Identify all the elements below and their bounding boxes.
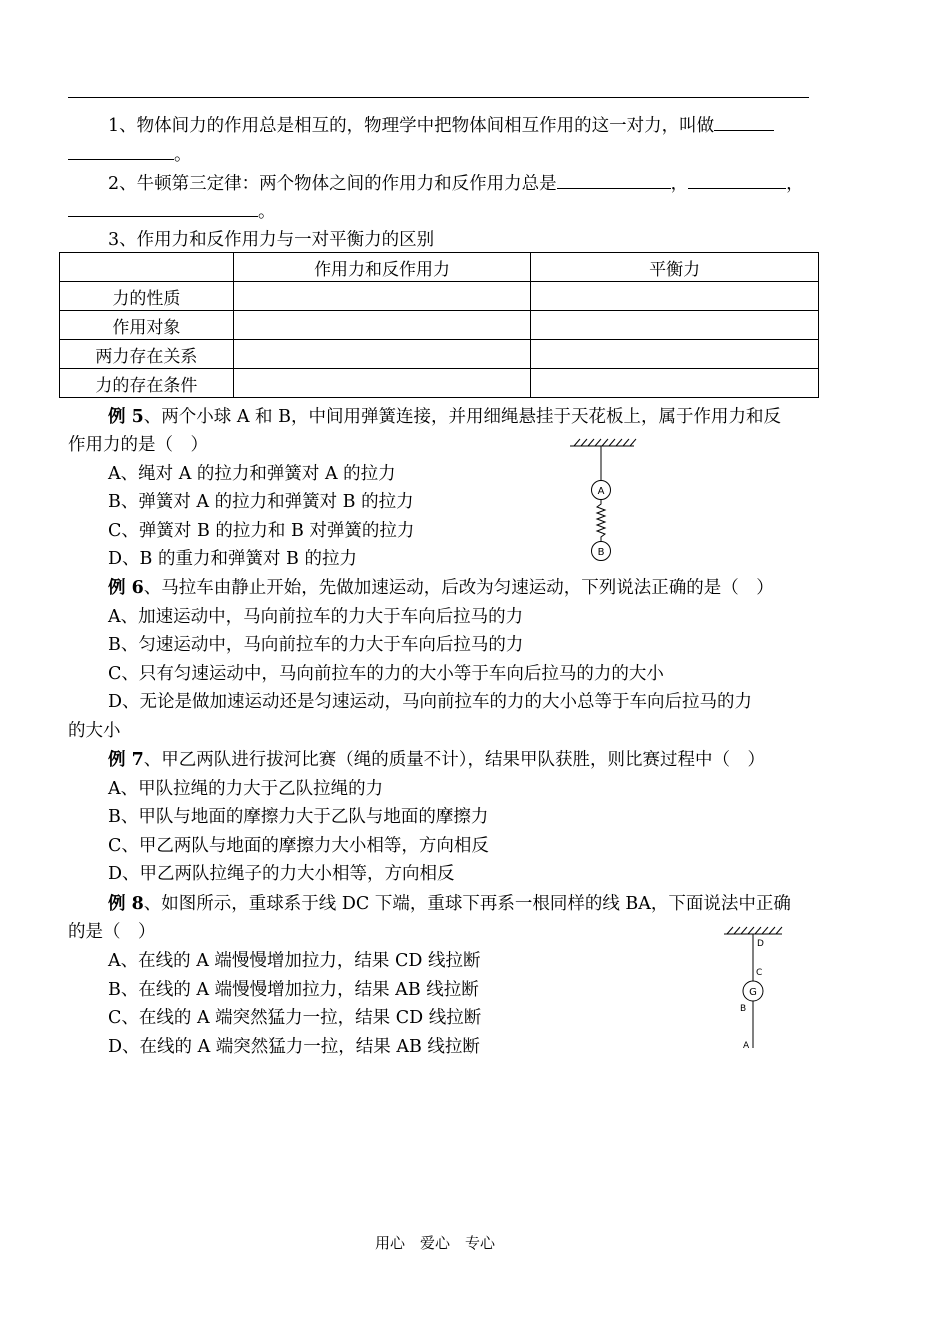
ex5-label: 例 5	[108, 407, 144, 427]
row-label: 力的性质	[60, 282, 234, 311]
ex6-option-d[interactable]: D、无论是做加速运动还是匀速运动，马向前拉车的力的大小总等于车向后拉马的力	[108, 692, 753, 712]
spring-balls-diagram	[566, 436, 646, 566]
table-row	[60, 311, 819, 340]
ex7-stem-line1: 例 7、甲乙两队进行拔河比赛（绳的质量不计），结果甲队获胜，则比赛过程中（ ）	[108, 750, 766, 770]
answer-cell[interactable]	[531, 340, 819, 369]
ex5-option-a[interactable]: A、绳对 A 的拉力和弹簧对 A 的拉力	[108, 464, 396, 484]
answer-cell[interactable]	[233, 369, 531, 398]
table-header-row	[60, 253, 819, 282]
answer-cell[interactable]	[233, 340, 531, 369]
ex6-label: 例 6	[108, 578, 144, 598]
table-row	[60, 282, 819, 311]
q1-blank-2	[68, 141, 174, 160]
row-label: 作用对象	[60, 311, 234, 340]
ex8-option-d[interactable]: D、在线的 A 端突然猛力一拉，结果 AB 线拉断	[108, 1037, 480, 1057]
ex8-option-a[interactable]: A、在线的 A 端慢慢增加拉力，结果 CD 线拉断	[108, 951, 481, 971]
spring	[597, 500, 605, 542]
ex7-option-c[interactable]: C、甲乙两队与地面的摩擦力大小相等，方向相反	[108, 836, 489, 856]
ex5-option-c[interactable]: C、弹簧对 B 的拉力和 B 对弹簧的拉力	[108, 521, 415, 541]
q2-blank-1	[557, 170, 671, 189]
ex8-label: 例 8	[108, 894, 144, 914]
table-row	[60, 340, 819, 369]
comparison-table	[59, 252, 819, 398]
point-b-label: B	[740, 1004, 747, 1014]
ex8-option-b[interactable]: B、在线的 A 端慢慢增加拉力，结果 AB 线拉断	[108, 980, 479, 1000]
ex8-stem-line1: 例 8、如图所示，重球系于线 DC 下端，重球下再系一根同样的线 BA，下面说法中正确	[108, 894, 791, 914]
q2-blank-3	[68, 198, 258, 217]
answer-cell[interactable]	[531, 282, 819, 311]
ex6-option-b[interactable]: B、匀速运动中，马向前拉车的力大于车向后拉马的力	[108, 635, 524, 655]
answer-cell[interactable]	[531, 369, 819, 398]
answer-cell[interactable]	[531, 311, 819, 340]
point-a-label: A	[743, 1041, 750, 1051]
page-footer: 用心 爱心 专心	[374, 1234, 495, 1252]
answer-cell[interactable]	[233, 311, 531, 340]
table-header-cell	[60, 253, 234, 282]
q2-blank-2	[688, 170, 786, 189]
ex5-option-d[interactable]: D、B 的重力和弹簧对 B 的拉力	[108, 549, 357, 569]
ceiling-hatch	[570, 439, 636, 446]
ball-a-label: A	[597, 486, 605, 497]
q3-title: 3、作用力和反作用力与一对平衡力的区别	[108, 230, 435, 250]
row-label: 两力存在关系	[60, 340, 234, 369]
top-rule	[68, 97, 809, 98]
hanging-ball-diagram	[720, 924, 790, 1052]
ex6-option-c[interactable]: C、只有匀速运动中，马向前拉车的力的大小等于车向后拉马的力的大小	[108, 664, 664, 684]
q2-line2: 。	[68, 198, 828, 226]
ceiling-hatch	[724, 927, 782, 934]
ball-b-label: B	[597, 547, 605, 558]
q2-line1: 2、牛顿第三定律：两个物体之间的作用力和反作用力总是 ， ，	[108, 170, 868, 198]
table-header-cell: 作用力和反作用力	[233, 253, 531, 282]
ex8-stem-line2: 的是（ ）	[68, 922, 156, 942]
ex5-stem-line2: 作用力的是（ ）	[68, 435, 208, 455]
row-label: 力的存在条件	[60, 369, 234, 398]
ex6-option-a[interactable]: A、加速运动中，马向前拉车的力大于车向后拉马的力	[108, 607, 524, 627]
q1-line1: 1、物体间力的作用总是相互的，物理学中把物体间相互作用的这一对力，叫做	[108, 112, 868, 140]
ex5-option-b[interactable]: B、弹簧对 A 的拉力和弹簧对 B 的拉力	[108, 492, 414, 512]
q1-blank-1	[714, 112, 774, 131]
answer-cell[interactable]	[233, 282, 531, 311]
ex7-label: 例 7	[108, 750, 144, 770]
q1-line2: 。	[68, 141, 828, 169]
table-row	[60, 369, 819, 398]
ex7-option-d[interactable]: D、甲乙两队拉绳子的力大小相等，方向相反	[108, 864, 455, 884]
ball-g-label: G	[749, 987, 757, 998]
ex7-option-b[interactable]: B、甲队与地面的摩擦力大于乙队与地面的摩擦力	[108, 807, 489, 827]
table-header-cell: 平衡力	[531, 253, 819, 282]
ex8-option-c[interactable]: C、在线的 A 端突然猛力一拉，结果 CD 线拉断	[108, 1008, 482, 1028]
ex5-stem-line1: 例 5、两个小球 A 和 B，中间用弹簧连接，并用细绳悬挂于天花板上，属于作用力和反	[108, 407, 781, 427]
ex6-stem-line1: 例 6、马拉车由静止开始，先做加速运动，后改为匀速运动，下列说法正确的是（ ）	[108, 578, 774, 598]
ex6-option-d-cont: 的大小	[68, 721, 121, 741]
point-d-label: D	[757, 939, 764, 949]
ex7-option-a[interactable]: A、甲队拉绳的力大于乙队拉绳的力	[108, 779, 384, 799]
point-c-label: C	[756, 968, 763, 978]
